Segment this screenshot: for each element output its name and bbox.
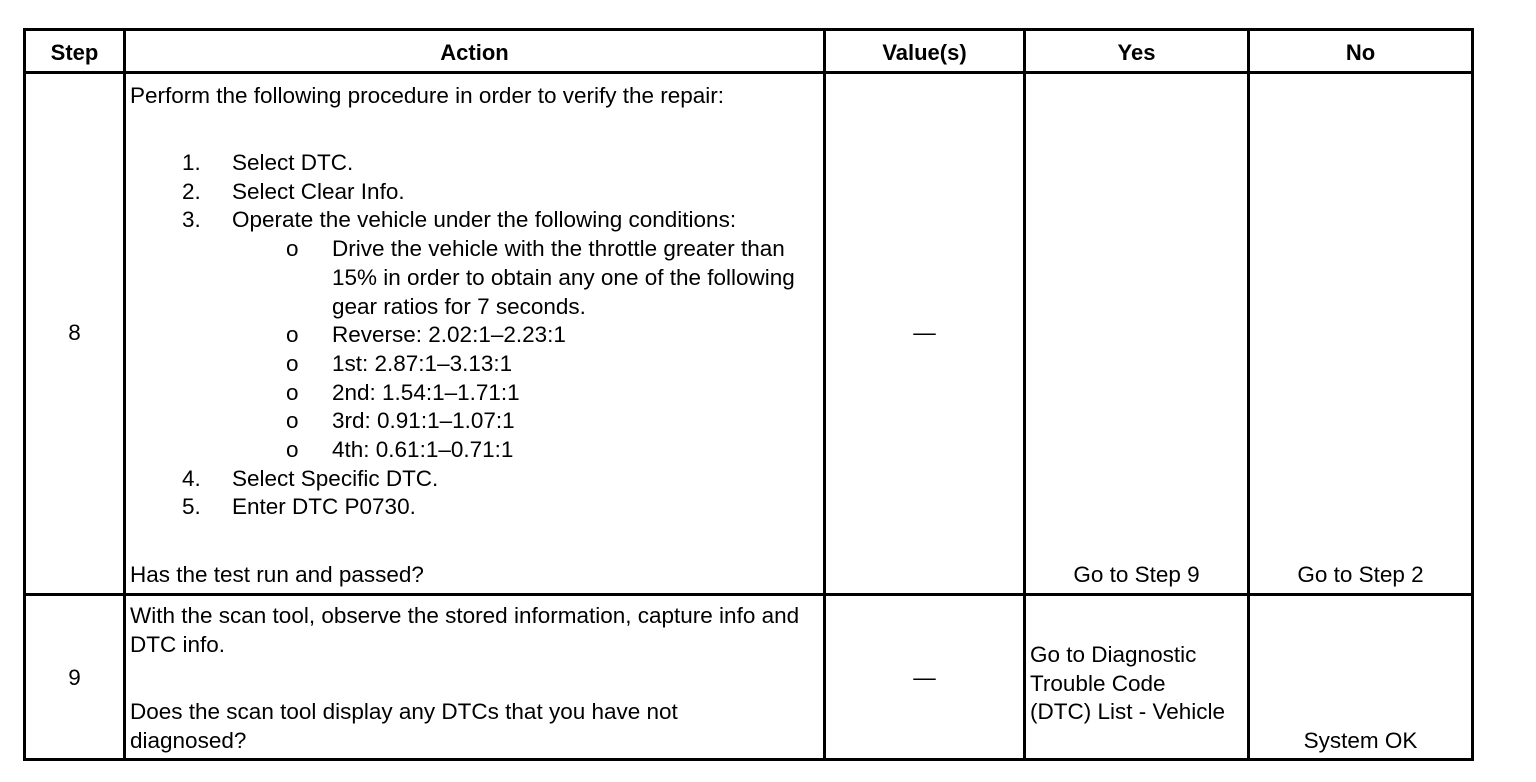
value-cell: — [913,665,936,690]
action-intro: Perform the following procedure in order to verify the repair: [130,83,725,108]
value-cell: — [913,320,936,345]
step-index: 1. [182,150,201,175]
procedure-step [130,149,820,178]
bullet-icon: o [286,236,299,262]
no-link: System OK [1303,728,1418,753]
step-text: Select DTC. [232,150,354,175]
row-divider [26,593,1471,596]
bullet-icon: o [286,379,299,405]
header-action: Action [440,40,509,65]
condition-item [130,436,800,465]
procedure-step [130,206,820,235]
header-no: No [1345,40,1376,65]
procedure-step [130,493,820,522]
column-divider [1247,31,1250,758]
step-number: 8 [68,320,81,345]
step-index: 3. [182,207,201,233]
condition-text: Drive the vehicle with the throttle greater than 15% in order to obtain any one of the following gear ratios for 7 seconds. [332,236,795,319]
action-question: Has the test run and passed? [130,562,424,587]
condition-item [130,235,800,321]
step-text: Select Specific DTC. [232,465,439,491]
action-cell [130,82,820,111]
condition-text: Reverse: 2.02:1–2.23:1 [332,322,566,348]
no-link: Go to Step 2 [1297,562,1424,587]
step-text: Select Clear Info. [232,178,405,204]
step-index: 5. [182,494,201,520]
bullet-icon: o [286,437,299,463]
condition-text: 3rd: 0.91:1–1.07:1 [332,408,515,434]
header-values: Value(s) [882,40,967,65]
step-index: 2. [182,178,201,204]
procedure-step [130,178,820,207]
action-intro: With the scan tool, observe the stored information, capture info and DTC info. [130,603,800,657]
condition-item [130,407,800,436]
bullet-icon: o [286,350,299,376]
condition-item [130,350,800,379]
bullet-icon: o [286,408,299,434]
procedure-step [130,465,820,494]
procedure-list [130,149,820,522]
diagnostic-table [23,28,1474,761]
step-index: 4. [182,465,201,491]
condition-item [130,321,800,350]
row-divider [26,71,1471,74]
step-number: 9 [68,665,81,690]
column-divider [823,31,826,758]
bullet-icon: o [286,322,299,348]
column-divider [1023,31,1026,758]
condition-list [130,235,820,465]
step-text: Operate the vehicle under the following conditions: [232,207,737,233]
column-divider [123,31,126,758]
yes-link: Go to Diagnostic Trouble Code (DTC) List - Vehicle [1030,642,1226,725]
header-yes: Yes [1117,40,1156,65]
condition-item [130,379,800,408]
condition-text: 2nd: 1.54:1–1.71:1 [332,379,520,405]
step-text: Enter DTC P0730. [232,494,416,520]
header-step: Step [50,40,99,65]
condition-text: 1st: 2.87:1–3.13:1 [332,350,513,376]
condition-text: 4th: 0.61:1–0.71:1 [332,437,514,463]
action-question: Does the scan tool display any DTCs that you have not diagnosed? [130,699,678,753]
yes-link: Go to Step 9 [1073,562,1200,587]
